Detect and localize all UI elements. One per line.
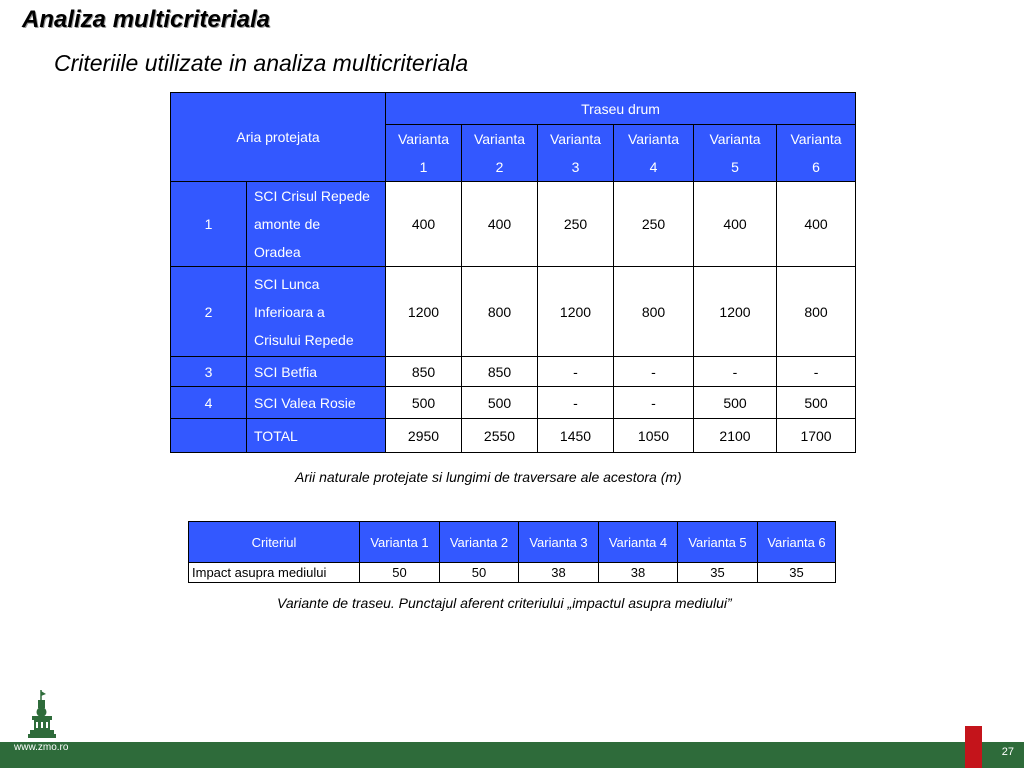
page-number: 27 — [1001, 746, 1014, 758]
value-cell: 400 — [694, 182, 777, 267]
value-cell: 500 — [462, 387, 538, 419]
value-cell: - — [777, 357, 856, 387]
value-cell: 400 — [462, 182, 538, 267]
value-cell: - — [614, 357, 694, 387]
variant-header: Varianta 4 — [599, 522, 678, 563]
variant-header: Varianta 2 — [440, 522, 519, 563]
value-cell: - — [694, 357, 777, 387]
variant-header: Varianta 3 — [519, 522, 599, 563]
variant-header: Varianta 5 — [678, 522, 758, 563]
variant-header: Varianta 6 — [758, 522, 836, 563]
footer-bar — [0, 742, 1024, 768]
value-cell: 800 — [462, 267, 538, 357]
value-cell: - — [538, 387, 614, 419]
score-cell: 38 — [519, 563, 599, 583]
score-cell: 50 — [360, 563, 440, 583]
value-cell: - — [614, 387, 694, 419]
variant-header: Varianta 1 — [360, 522, 440, 563]
value-cell: 800 — [614, 267, 694, 357]
value-cell: 1200 — [386, 267, 462, 357]
value-cell: 250 — [538, 182, 614, 267]
total-value: 1450 — [538, 419, 614, 453]
criteria-table — [188, 521, 836, 583]
total-value: 2950 — [386, 419, 462, 453]
value-cell: 1200 — [538, 267, 614, 357]
value-cell: 500 — [386, 387, 462, 419]
value-cell: 400 — [777, 182, 856, 267]
score-cell: 35 — [678, 563, 758, 583]
table-row — [189, 563, 836, 583]
value-cell: 250 — [614, 182, 694, 267]
score-cell: 35 — [758, 563, 836, 583]
protected-areas-table — [170, 92, 856, 453]
table-row — [171, 182, 856, 267]
table2-caption: Variante de traseu. Punctajul aferent criteriului „impactul asupra mediului” — [277, 595, 732, 611]
total-row — [171, 419, 856, 453]
slide-subtitle: Criteriile utilizate in analiza multicriteriala — [54, 50, 469, 76]
row-index: 2 — [171, 267, 247, 357]
row-index: 3 — [171, 357, 247, 387]
variant-header: Varianta 5 — [694, 125, 777, 182]
variant-header: Varianta 3 — [538, 125, 614, 182]
footer-url[interactable]: www.zmo.ro — [14, 742, 69, 753]
red-marker — [965, 726, 982, 768]
table-row — [171, 267, 856, 357]
total-blank-cell — [171, 419, 247, 453]
criteria-header: Criteriul — [189, 522, 360, 563]
variant-header: Varianta 1 — [386, 125, 462, 182]
total-value: 2100 — [694, 419, 777, 453]
table-row — [171, 387, 856, 419]
corner-header: Aria protejata — [171, 93, 386, 182]
area-name: SCI Lunca Inferioara a Crisului Repede — [247, 267, 386, 357]
table1-caption: Arii naturale protejate si lungimi de traversare ale acestora (m) — [295, 469, 682, 485]
area-name: SCI Betfia — [247, 357, 386, 387]
value-cell: 800 — [777, 267, 856, 357]
value-cell: - — [538, 357, 614, 387]
total-value: 1700 — [777, 419, 856, 453]
variant-header: Varianta 4 — [614, 125, 694, 182]
group-header: Traseu drum — [386, 93, 856, 125]
table-row — [171, 357, 856, 387]
score-cell: 50 — [440, 563, 519, 583]
area-name: SCI Valea Rosie — [247, 387, 386, 419]
total-label: TOTAL — [247, 419, 386, 453]
variant-header: Varianta 6 — [777, 125, 856, 182]
slide-title: Analiza multicriteriala — [22, 6, 271, 33]
area-name: SCI Crisul Repede amonte de Oradea — [247, 182, 386, 267]
row-index: 4 — [171, 387, 247, 419]
criteria-label: Impact asupra mediului — [189, 563, 360, 583]
value-cell: 500 — [777, 387, 856, 419]
value-cell: 1200 — [694, 267, 777, 357]
total-value: 1050 — [614, 419, 694, 453]
value-cell: 850 — [386, 357, 462, 387]
row-index: 1 — [171, 182, 247, 267]
score-cell: 38 — [599, 563, 678, 583]
total-value: 2550 — [462, 419, 538, 453]
variant-header: Varianta 2 — [462, 125, 538, 182]
city-hall-logo-icon — [24, 688, 64, 744]
value-cell: 850 — [462, 357, 538, 387]
value-cell: 400 — [386, 182, 462, 267]
value-cell: 500 — [694, 387, 777, 419]
